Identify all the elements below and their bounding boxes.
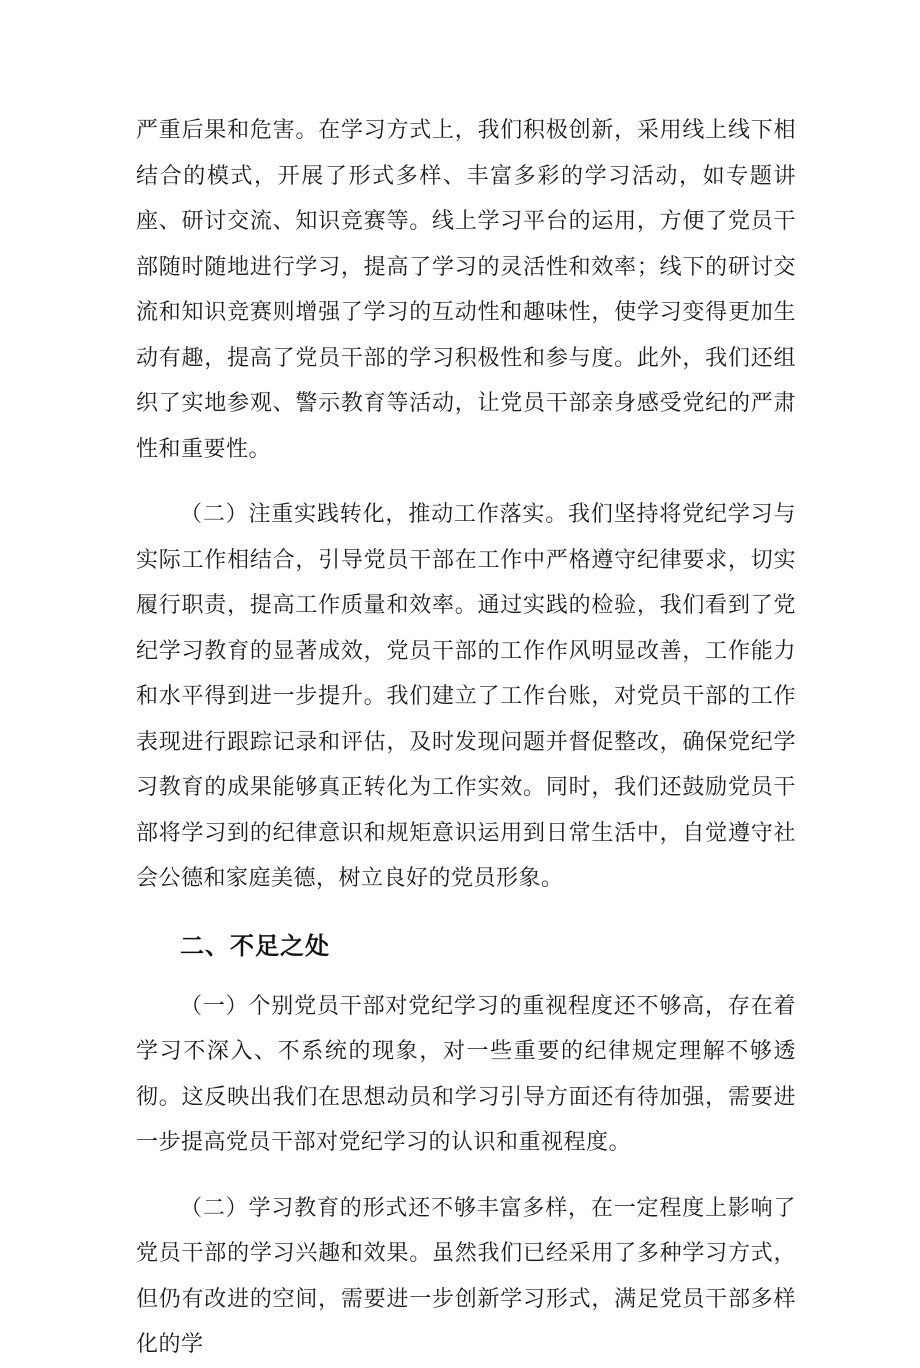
paragraph-shortcoming-2: （二）学习教育的形式还不够丰富多样，在一定程度上影响了党员干部的学习兴趣和效果。虽然我们已经采用了多种学习方式，但仍有改进的空间，需要进一步创新学习形式，满足党员干部多样化的学	[136, 1195, 796, 1357]
paragraph-continued: 严重后果和危害。在学习方式上，我们积极创新，采用线上线下相结合的模式，开展了形式多样、丰富多彩的学习活动，如专题讲座、研讨交流、知识竞赛等。线上学习平台的运用，方便了党员干部随时随地进行学习，提高了学习的灵活性和效率；线下的研讨交流和知识竞赛则增强了学习的互动性和趣味性，使学习变得更加生动有趣，提高了党员干部的学习积极性和参与度。此外，我们还组织了实地参观、警示教育等活动，让党员干部亲身感受党纪的严肃性和重要性。	[136, 118, 796, 462]
paragraph-practice: （二）注重实践转化，推动工作落实。我们坚持将党纪学习与实际工作相结合，引导党员干部在工作中严格遵守纪律要求，切实履行职责，提高工作质量和效率。通过实践的检验，我们看到了党纪学习教育的显著成效，党员干部的工作作风明显改善，工作能力和水平得到进一步提升。我们建立了工作台账，对党员干部的工作表现进行跟踪记录和评估，及时发现问题并督促整改，确保党纪学习教育的成果能够真正转化为工作实效。同时，我们还鼓励党员干部将学习到的纪律意识和规矩意识运用到日常生活中，自觉遵守社会公德和家庭美德，树立良好的党员形象。	[136, 502, 796, 891]
paragraph-shortcoming-1: （一）个别党员干部对党纪学习的重视程度还不够高，存在着学习不深入、不系统的现象，对一些重要的纪律规定理解不够透彻。这反映出我们在思想动员和学习引导方面还有待加强，需要进一步提高党员干部对党纪学习的认识和重视程度。	[136, 993, 796, 1155]
document-body	[136, 108, 796, 1368]
section-heading: 二、不足之处	[180, 931, 330, 960]
